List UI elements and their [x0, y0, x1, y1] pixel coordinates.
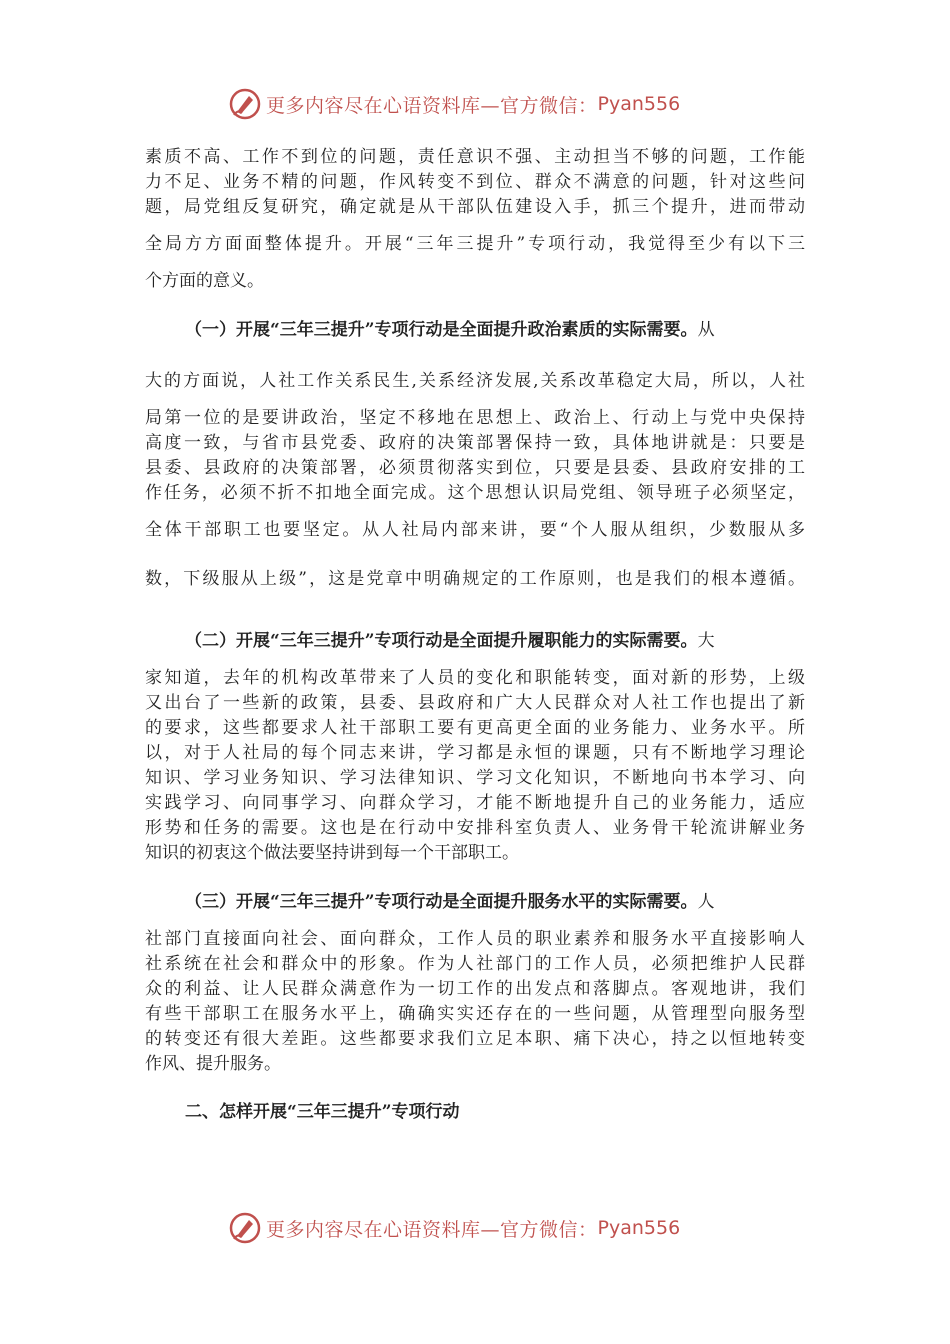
text-line: 大的方面说，人社工作关系民生,关系经济发展,关系改革稳定大局，所以，人社: [145, 371, 805, 391]
text-line: 的要求，这些都要求人社干部职工要有更高更全面的业务能力、业务水平。所: [145, 718, 805, 738]
text-line: 作任务，必须不折不扣地全面完成。这个思想认识局党组、领导班子必须坚定，: [145, 483, 805, 503]
heading-bold-text: （一）开展“三年三提升”专项行动是全面提升政治素质的实际需要。: [185, 320, 698, 340]
text-line: 以，对于人社局的每个同志来讲，学习都是永恒的课题，只有不断地学习理论: [145, 743, 805, 763]
text-line: 社系统在社会和群众中的形象。作为人社部门的工作人员，必须把维护人民群: [145, 954, 805, 974]
pen-nib-logo-icon: [228, 1211, 262, 1245]
text-line: 形势和任务的需要。这也是在行动中安排科室负责人、业务骨干轮流讲解业务: [145, 818, 805, 838]
section-heading-2: [185, 629, 715, 653]
text-line: 全体干部职工也要坚定。从人社局内部来讲，要“个人服从组织，少数服从多: [145, 520, 805, 540]
text-line: 局第一位的是要讲政治，坚定不移地在思想上、政治上、行动上与党中央保持: [145, 408, 805, 428]
banner-wechat-id: Pyan556: [597, 1217, 681, 1239]
text-line: 的转变还有很大差距。这些都要求我们立足本职、痛下决心，持之以恒地转变: [145, 1029, 805, 1049]
heading-continuation: 从: [697, 320, 715, 340]
section-heading-1: [185, 318, 715, 342]
heading-continuation: 人: [697, 892, 715, 912]
header-banner: [228, 86, 680, 122]
pen-nib-logo-icon: [228, 87, 262, 121]
text-line: 题，局党组反复研究，确定就是从干部队伍建设入手，抓三个提升，进而带动: [145, 197, 805, 217]
footer-banner: [228, 1210, 680, 1246]
heading-bold-text: （二）开展“三年三提升”专项行动是全面提升履职能力的实际需要。: [185, 631, 698, 651]
heading-bold-text: （三）开展“三年三提升”专项行动是全面提升服务水平的实际需要。: [185, 892, 698, 912]
text-line: 家知道，去年的机构改革带来了人员的变化和职能转变，面对新的形势，上级: [145, 668, 805, 688]
banner-text: 更多内容尽在心语资料库—官方微信：: [266, 1218, 598, 1241]
text-line: 县委、县政府的决策部署，必须贯彻落实到位，只要是县委、县政府安排的工: [145, 458, 805, 478]
text-line: 知识、学习业务知识、学习法律知识、学习文化知识，不断地向书本学习、向: [145, 768, 805, 788]
text-line: 高度一致，与省市县党委、政府的决策部署保持一致，具体地讲就是：只要是: [145, 433, 805, 453]
text-line: 个方面的意义。: [145, 271, 264, 291]
text-line: 众的利益、让人民群众满意作为一切工作的出发点和落脚点。客观地讲，我们: [145, 979, 805, 999]
text-line: 社部门直接面向社会、面向群众，工作人员的职业素养和服务水平直接影响人: [145, 929, 805, 949]
heading-continuation: 大: [697, 631, 715, 651]
text-line: 素质不高、工作不到位的问题，责任意识不强、主动担当不够的问题，工作能: [145, 147, 805, 167]
text-line: 作风、提升服务。: [145, 1054, 281, 1074]
text-line: 知识的初衷这个做法要坚持讲到每一个干部职工。: [145, 843, 519, 863]
text-line: 数，下级服从上级”，这是党章中明确规定的工作原则，也是我们的根本遵循。: [145, 569, 805, 589]
text-line: 有些干部职工在服务水平上，确确实实还存在的一些问题，从管理型向服务型: [145, 1004, 805, 1024]
banner-wechat-id: Pyan556: [597, 93, 681, 115]
text-line: 力不足、业务不精的问题，作风转变不到位、群众不满意的问题，针对这些问: [145, 172, 805, 192]
section-heading-3: [185, 890, 715, 914]
section-heading-main: 二、怎样开展“三年三提升”专项行动: [185, 1102, 460, 1122]
text-line: 实践学习、向同事学习、向群众学习，才能不断地提升自己的业务能力，适应: [145, 793, 805, 813]
text-line: 全局方方面面整体提升。开展“三年三提升”专项行动，我觉得至少有以下三: [145, 234, 805, 254]
text-line: 又出台了一些新的政策，县委、县政府和广大人民群众对人社工作也提出了新: [145, 693, 805, 713]
banner-text: 更多内容尽在心语资料库—官方微信：: [266, 94, 598, 117]
